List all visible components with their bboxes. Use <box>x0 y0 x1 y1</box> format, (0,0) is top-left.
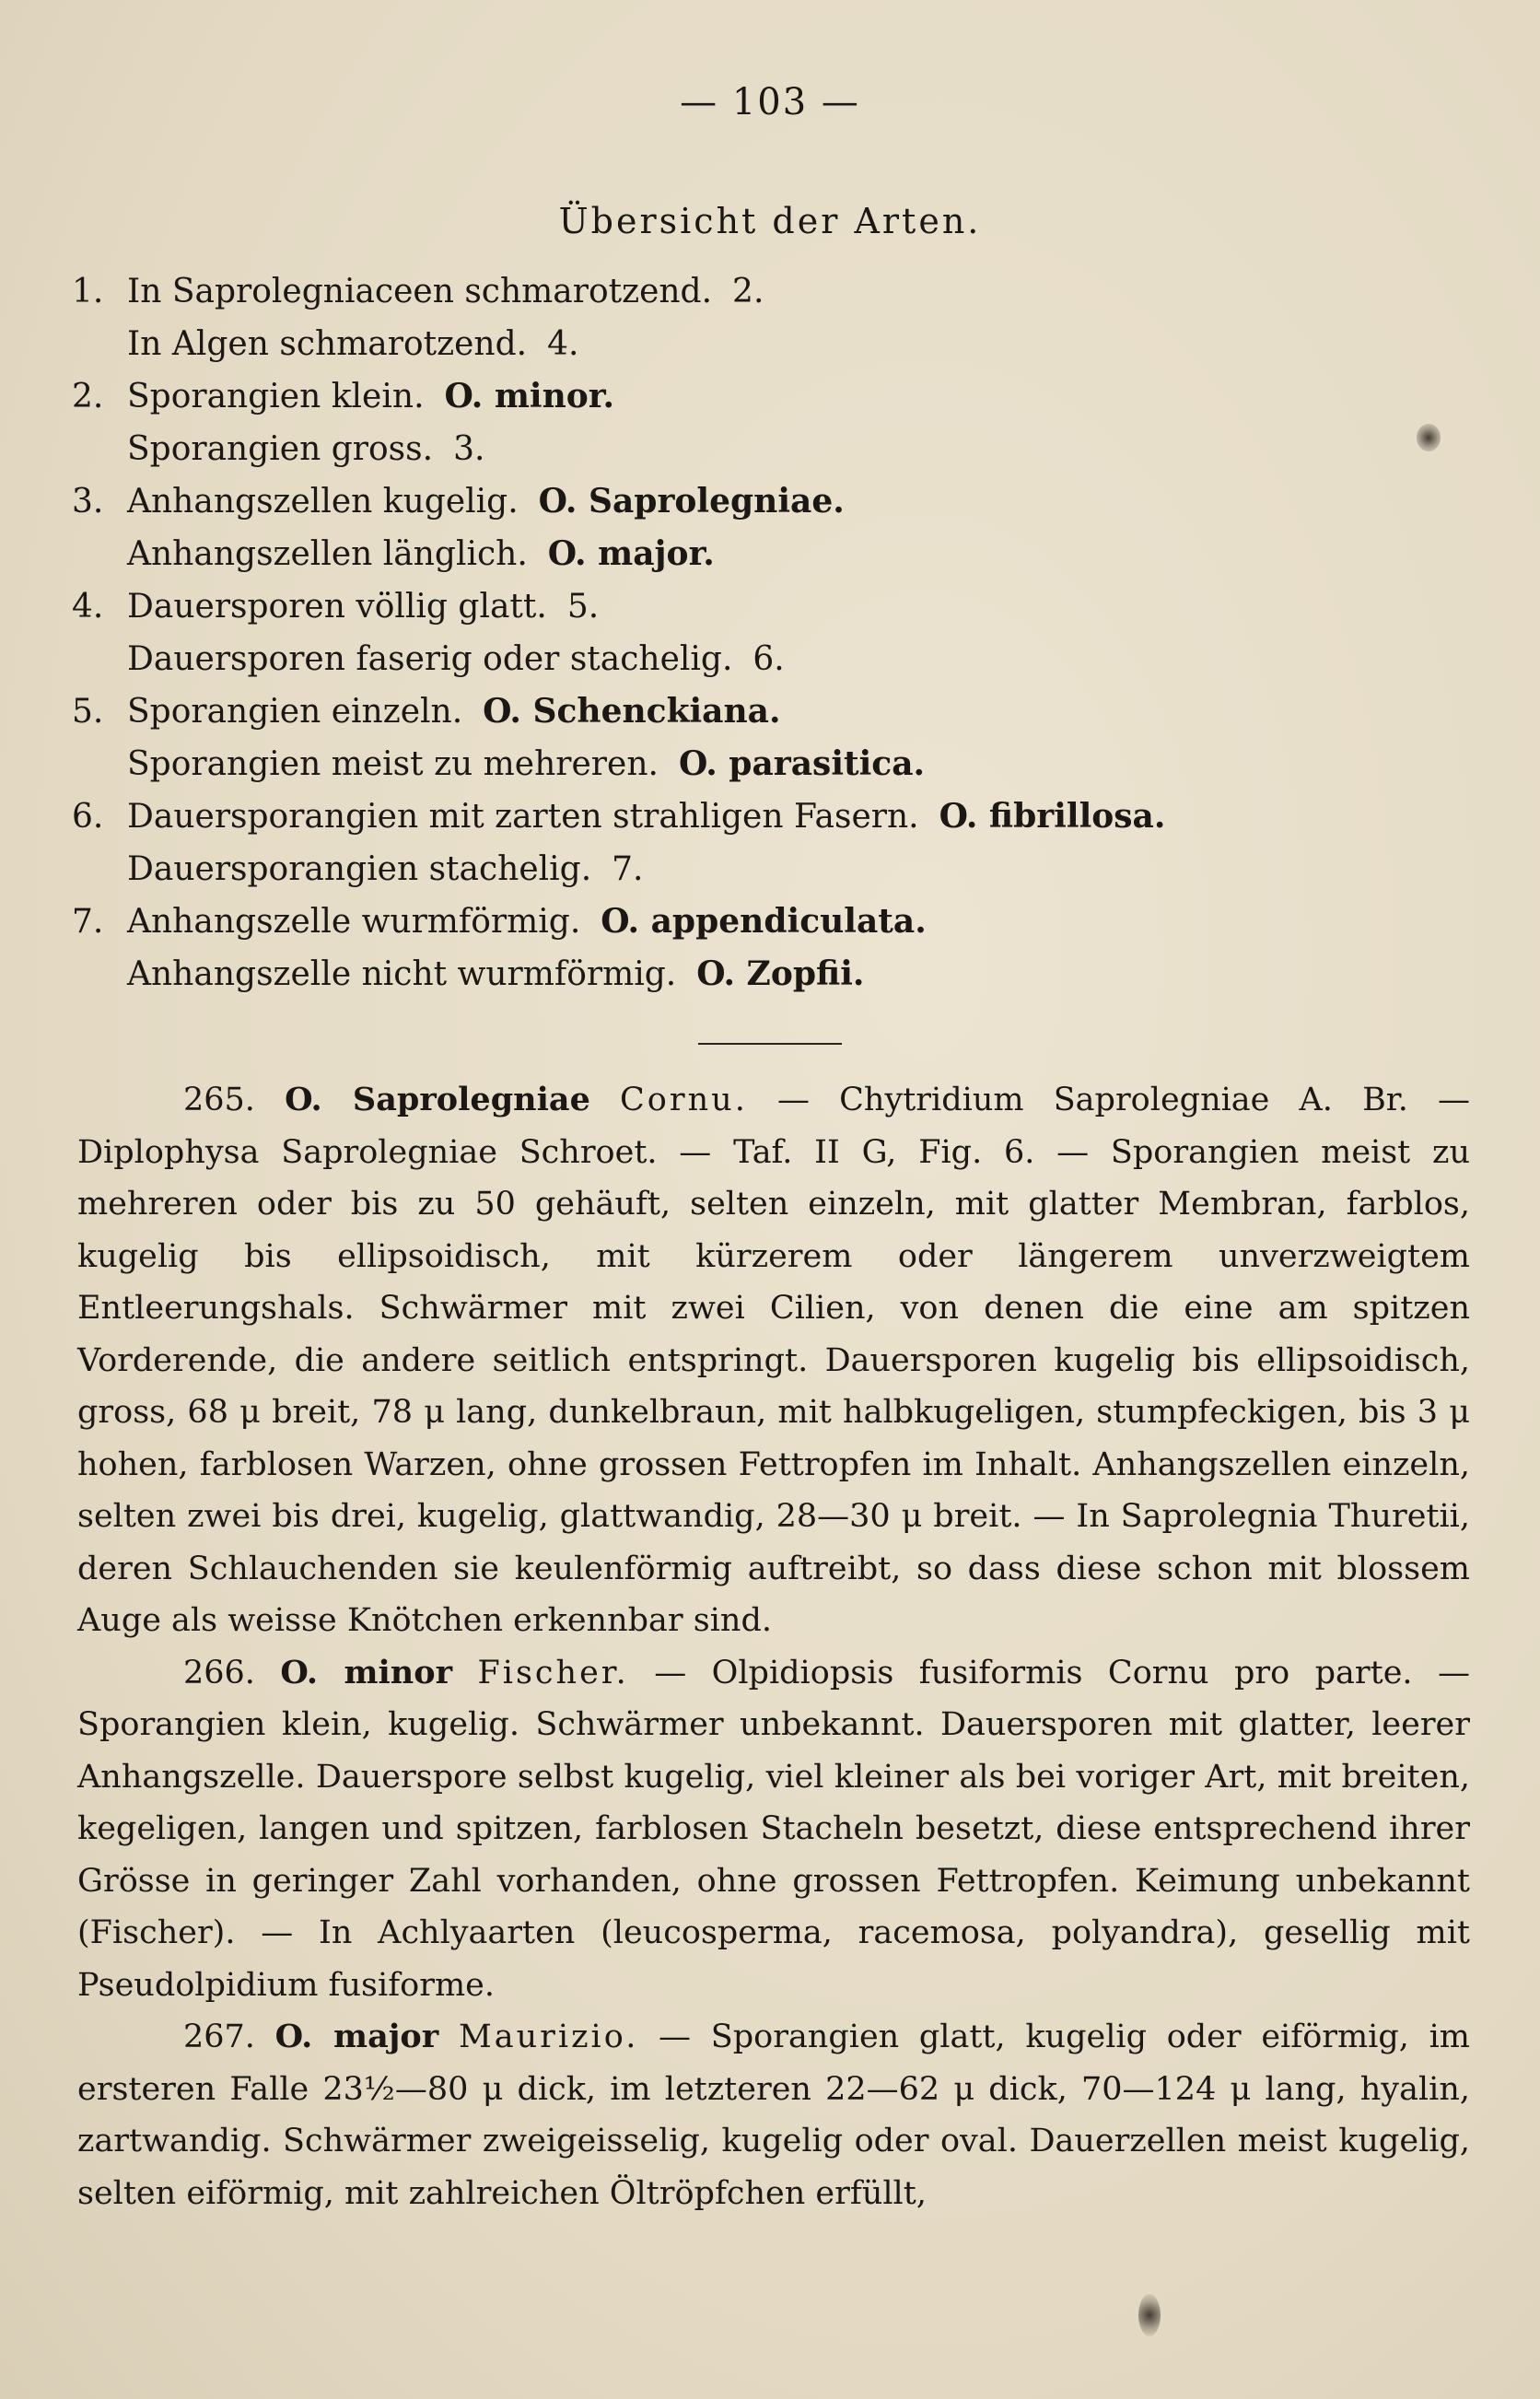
key-row <box>72 843 1472 895</box>
key-species: O. Saprolegniae. <box>538 482 845 521</box>
key-number: 3. <box>72 483 104 521</box>
key-row <box>72 265 1472 318</box>
key-text: Dauersporangien mit zarten strahligen Fasern. <box>127 798 919 836</box>
entry-description: — Sporangien glatt, kugelig oder eiförmig, im ersteren Falle 23½—80 μ dick, im letzteren 22—62 μ dick, 70—124 μ lang, hyalin, zartwandig. Schwärmer zweigeisselig, kugelig oder oval. Dauerzellen meist kugelig, selten eiförmig, mit zahlreichen Öltröpfchen erfüllt, <box>77 2019 1470 2212</box>
key-species: O. Zopfii. <box>696 954 865 993</box>
key-number: 5. <box>72 693 104 731</box>
key-reference: 2. <box>732 273 764 310</box>
entry-number: 266. <box>183 1654 255 1691</box>
key-row <box>72 475 1472 528</box>
key-species: O. appendiculata. <box>601 902 927 941</box>
entry-author: Cornu. <box>620 1082 748 1118</box>
key-text: Dauersporen faserig oder stachelig. <box>127 640 733 678</box>
key-text: Sporangien einzeln. <box>127 693 463 731</box>
species-entry <box>77 1647 1470 2012</box>
key-number: 7. <box>72 903 104 941</box>
key-row <box>72 738 1472 790</box>
section-heading: Übersicht der Arten. <box>558 201 982 241</box>
key-row <box>72 580 1472 633</box>
key-row <box>72 790 1472 843</box>
key-text: In Saprolegniaceen schmarotzend. <box>127 273 713 310</box>
entry-species: O. minor <box>280 1653 453 1691</box>
species-entry <box>77 2011 1470 2219</box>
key-reference: 5. <box>566 588 600 626</box>
key-text: In Algen schmarotzend. <box>127 325 528 363</box>
key-text: Anhangszellen länglich. <box>127 535 528 573</box>
entry-number: 265. <box>183 1082 255 1118</box>
key-text: Dauersporen völlig glatt. <box>127 588 547 626</box>
key-reference: 7. <box>612 850 644 888</box>
species-entry <box>77 1074 1470 1647</box>
entry-description: — Chytridium Saprolegniae A. Br. — Diplophysa Saprolegniae Schroet. — Taf. II G, Fig. 6. — Sporangien meist zu mehreren oder bis zu 50 gehäuft, selten einzeln, mit glatter Membran, farblos, kugelig bis ellipsoidisch, mit kürzerem oder längerem unverzweigtem Entleerungshals. Schwärmer mit zwei Cilien, von denen die eine am spitzen Vorderende, die andere seitlich entspringt. Dauersporen kugelig bis ellipsoidisch, gross, 68 μ breit, 78 μ lang, dunkelbraun, mit halbkugeligen, stumpfeckigen, bis 3 μ hohen, farblosen Warzen, ohne grossen Fettropfen im Inhalt. Anhangszellen einzeln, selten zwei bis drei, kugelig, glattwandig, 28—30 μ breit. — In Saprolegnia Thuretii, deren Schlauchenden sie keulenförmig auftreibt, so dass diese schon mit blossem Auge als weisse Knötchen erkennbar sind. <box>77 1082 1470 1639</box>
entry-number: 267. <box>183 2019 255 2055</box>
key-species: O. fibrillosa. <box>939 797 1166 836</box>
key-row <box>72 895 1472 948</box>
key-row <box>72 423 1472 475</box>
key-row <box>72 370 1472 423</box>
key-species: O. minor. <box>444 377 614 415</box>
key-number: 4. <box>72 588 104 626</box>
key-row <box>72 633 1472 685</box>
key-number: 1. <box>72 273 104 310</box>
key-text: Dauersporangien stachelig. <box>127 850 592 888</box>
entry-author: Maurizio. <box>458 2019 639 2055</box>
key-number: 2. <box>72 378 104 415</box>
key-species: O. Schenckiana. <box>483 692 781 731</box>
key-text: Anhangszellen kugelig. <box>127 483 519 521</box>
key-text: Sporangien meist zu mehreren. <box>127 745 659 783</box>
key-row <box>72 685 1472 738</box>
page-number: — 103 — <box>680 81 860 123</box>
ink-stain <box>1138 2294 1161 2336</box>
key-reference: 3. <box>453 430 485 468</box>
key-number: 6. <box>72 798 104 836</box>
key-reference: 4. <box>547 325 579 363</box>
key-row <box>72 948 1472 1001</box>
key-text: Anhangszelle wurmförmig. <box>127 903 581 941</box>
section-divider <box>698 1043 842 1045</box>
entry-description: — Olpidiopsis fusiformis Cornu pro parte. — Sporangien klein, kugelig. Schwärmer unbekannt. Dauersporen mit glatter, leerer Anhangszelle. Dauerspore selbst kugelig, viel kleiner als bei voriger Art, mit breiten, kegeligen, langen und spitzen, farblosen Stacheln besetzt, diese entsprechend ihrer Grösse in geringer Zahl vorhanden, ohne grossen Fettropfen. Keimung unbekannt (Fischer). — In Achlyaarten (leucosperma, racemosa, polyandra), gesellig mit Pseudolpidium fusiforme. <box>77 1654 1470 2004</box>
key-text: Anhangszelle nicht wurmförmig. <box>127 955 677 993</box>
key-species: O. major. <box>547 534 715 573</box>
species-key <box>72 265 1472 1001</box>
entry-species: O. Saprolegniae <box>285 1081 590 1118</box>
species-entries <box>77 1074 1470 2219</box>
key-row <box>72 528 1472 580</box>
key-text: Sporangien klein. <box>127 378 425 415</box>
key-species: O. parasitica. <box>678 744 926 783</box>
key-text: Sporangien gross. <box>127 430 434 468</box>
key-row <box>72 318 1472 370</box>
entry-species: O. major <box>274 2018 439 2055</box>
entry-author: Fischer. <box>477 1654 629 1691</box>
key-reference: 6. <box>752 640 785 678</box>
